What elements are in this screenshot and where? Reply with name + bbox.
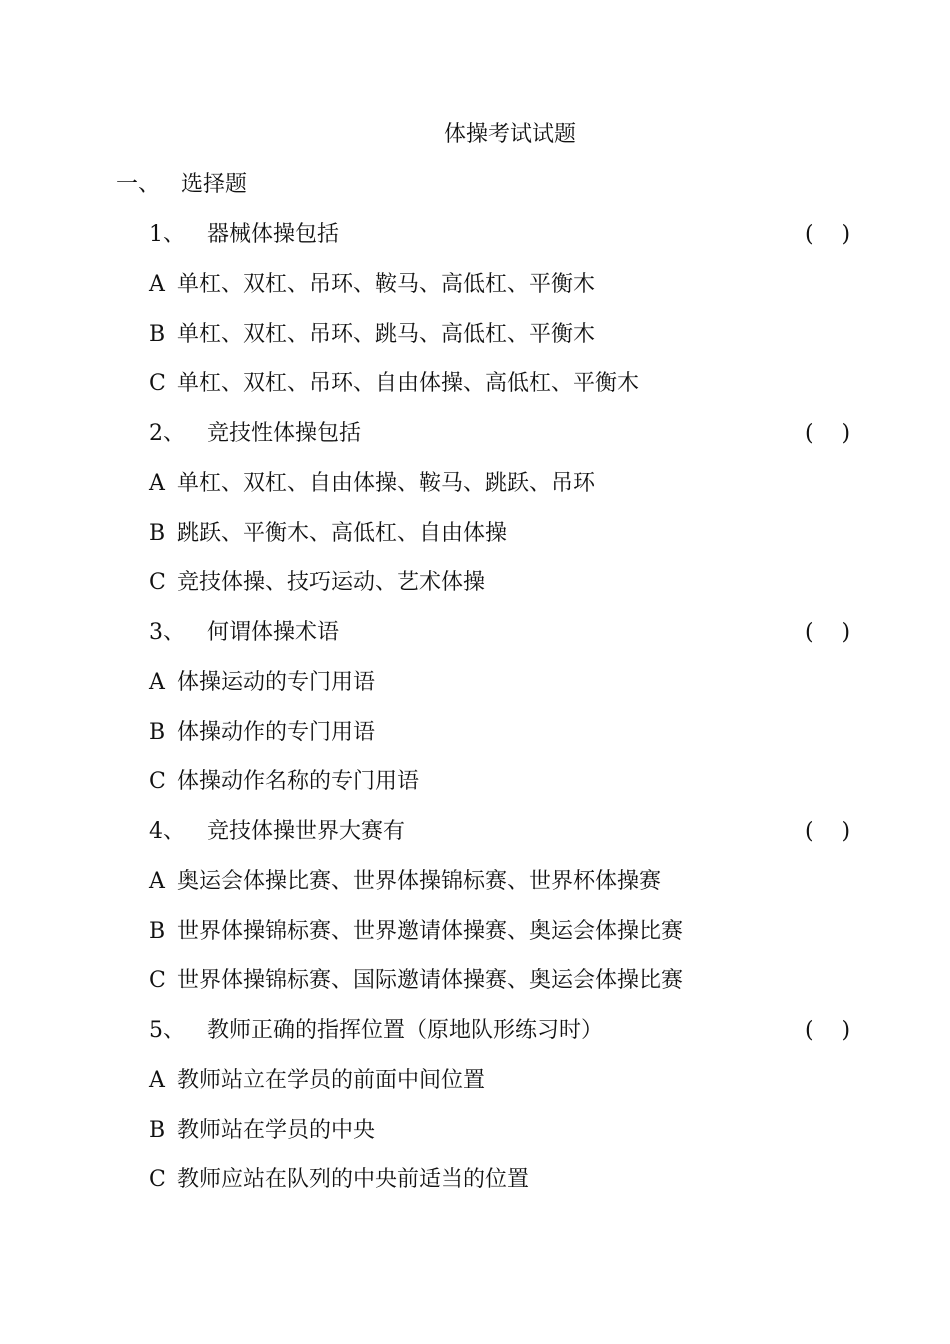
option-letter: A [149,869,165,894]
option-4c [149,964,683,998]
option-5c [149,1163,529,1197]
answer-blank-4: ( ) [805,819,851,844]
option-3c [149,765,419,799]
section-number: 一、 [116,172,161,197]
option-letter: C [149,968,166,993]
option-text: 单杠、双杠、吊环、跳马、高低杠、平衡木 [177,322,596,347]
option-2c [149,566,485,600]
option-text: 单杠、双杠、吊环、自由体操、高低杠、平衡木 [177,371,640,396]
option-letter: B [149,322,166,347]
option-text: 世界体操锦标赛、国际邀请体操赛、奥运会体操比赛 [177,968,684,993]
question-3 [149,616,339,650]
question-4 [149,815,405,849]
question-number: 3、 [149,620,185,645]
option-letter: C [149,769,166,794]
question-text: 竞技体操世界大赛有 [207,819,406,844]
question-text: 何谓体操术语 [207,620,340,645]
option-1b [149,318,595,352]
option-text: 单杠、双杠、自由体操、鞍马、跳跃、吊环 [177,471,596,496]
option-letter: B [149,1118,166,1143]
question-2 [149,417,361,451]
answer-blank-1: ( ) [805,222,851,247]
option-text: 教师应站在队列的中央前适当的位置 [177,1167,530,1192]
option-letter: C [149,570,166,595]
option-letter: B [149,521,166,546]
question-1 [149,218,339,252]
option-text: 体操运动的专门用语 [177,670,376,695]
question-number: 1、 [149,222,185,247]
question-text: 教师正确的指挥位置（原地队形练习时） [207,1018,604,1043]
option-text: 体操动作的专门用语 [177,720,376,745]
option-5a [149,1064,485,1098]
option-text: 教师站立在学员的前面中间位置 [177,1068,486,1093]
option-3a [149,666,375,700]
option-text: 体操动作名称的专门用语 [177,769,420,794]
option-letter: B [149,919,166,944]
question-number: 2、 [149,421,185,446]
question-number: 4、 [149,819,185,844]
answer-blank-5: ( ) [805,1018,851,1043]
answer-blank-2: ( ) [805,421,851,446]
option-text: 教师站在学员的中央 [177,1118,376,1143]
option-text: 世界体操锦标赛、世界邀请体操赛、奥运会体操比赛 [177,919,684,944]
option-text: 单杠、双杠、吊环、鞍马、高低杠、平衡木 [177,272,596,297]
option-4a [149,865,661,899]
option-4b [149,915,683,949]
option-letter: C [149,371,166,396]
section-heading [116,168,247,202]
option-letter: B [149,720,166,745]
question-text: 器械体操包括 [207,222,340,247]
option-letter: C [149,1167,166,1192]
option-1a [149,268,595,302]
option-5b [149,1114,375,1148]
page-title: 体操考试试题 [443,122,576,147]
option-2a [149,467,595,501]
section-label: 选择题 [181,172,248,197]
question-5 [149,1014,603,1048]
question-number: 5、 [149,1018,185,1043]
option-text: 奥运会体操比赛、世界体操锦标赛、世界杯体操赛 [177,869,662,894]
option-3b [149,716,375,750]
answer-blank-3: ( ) [805,620,851,645]
option-letter: A [149,272,165,297]
option-letter: A [149,471,165,496]
option-text: 跳跃、平衡木、高低杠、自由体操 [177,521,508,546]
option-text: 竞技体操、技巧运动、艺术体操 [177,570,486,595]
option-letter: A [149,670,165,695]
question-text: 竞技性体操包括 [207,421,362,446]
option-2b [149,517,507,551]
option-1c [149,367,639,401]
option-letter: A [149,1068,165,1093]
